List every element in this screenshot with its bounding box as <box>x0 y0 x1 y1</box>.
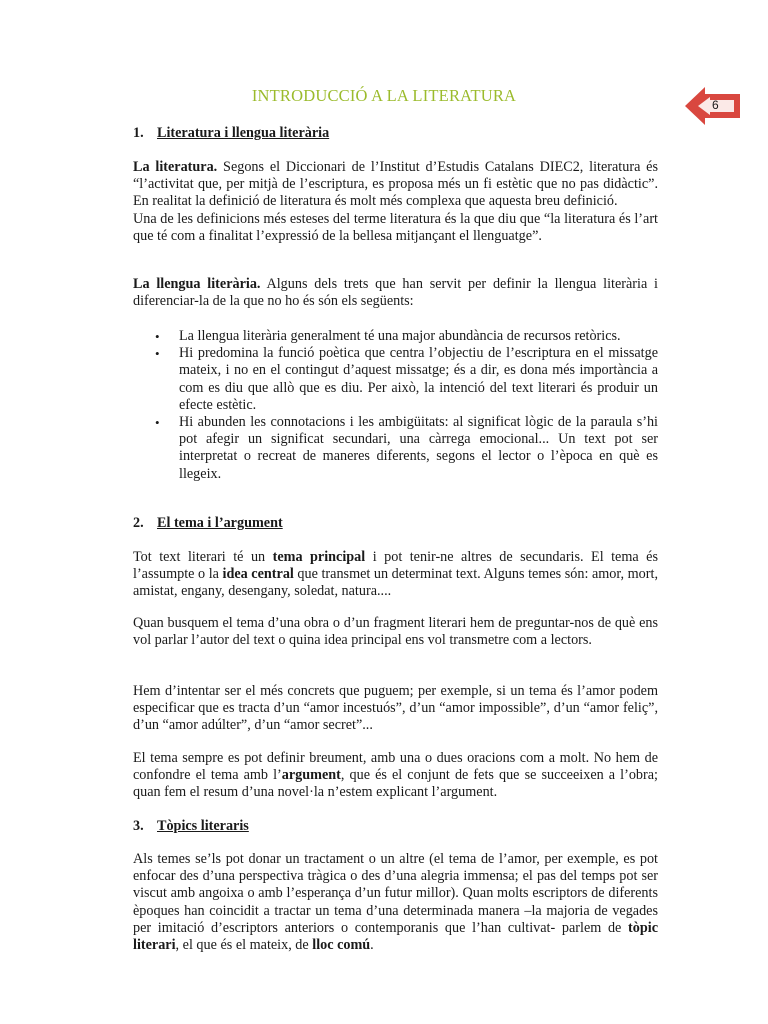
section-number: 3. <box>133 818 144 834</box>
paragraph-text: Tot text literari té un <box>133 549 273 565</box>
paragraph-text: que transmet un determinat text. Alguns temes són: amor, mort, amistat, engany, desengany, soledat, natura.... <box>133 566 658 600</box>
section-heading-1 <box>133 125 329 142</box>
section2-paragraph-3 <box>133 683 658 735</box>
paragraph-definition: Una de les definicions més esteses del terme literatura és la que diu que “la literatura és l’art que té com a finalitat l’expressió de la bellesa mitjançant el llenguatge”. <box>133 210 658 244</box>
list-item: • Hi abunden les connotacions i les ambigüitats: al significat lògic de la paraula s’hi pot afegir un significat secundari, una càrrega emocional... Un text pot ser interpretat o recreat de maneres diferents, segons el lector o l’època en què es llegeix. <box>133 414 658 483</box>
section2-paragraph-4 <box>133 750 658 802</box>
term-literatura: La literatura. <box>133 159 218 175</box>
paragraph-text: El tema sempre es pot definir breument, amb una o dues oracions com a molt. No hem de confondre el tema amb l’ <box>133 750 658 784</box>
paragraph-text: Quan busquem el tema d’una obra o d’un fragment literari hem de preguntar-nos de què ens vol parlar l’autor del text o quina idea principal ens vol transmetre com a lectors. <box>133 615 658 649</box>
section1-paragraph-literatura <box>133 159 658 245</box>
bullet-list <box>133 328 658 483</box>
list-item: • Hi predomina la funció poètica que centra l’objectiu de l’escriptura en el missatge mateix, i no en el contingut d’aquest missatge; és a dir, es dona més importància a com es diu que allò que es diu. Per això, la intenció del text literari és produir un efecte estètic. <box>133 345 658 414</box>
section-number: 2. <box>133 515 144 531</box>
section-heading-2 <box>133 515 283 532</box>
term-llengua-literaria: La llengua literària. <box>133 276 261 292</box>
term-idea-central: idea central <box>222 566 294 583</box>
paragraph-text: , el que és el mateix, de <box>175 937 313 954</box>
paragraph-text: Segons el Diccionari de l’Institut d’Estudis Catalans DIEC2, literatura és “l’activitat que, per mitjà de l’escriptura, es proposa més un fi estètic que no pas didàctic”. En realitat la definició de literatura és molt més complexa que aquesta breu definició. <box>133 159 659 210</box>
section-heading-3 <box>133 818 249 835</box>
term-topic-literari: tòpic literari <box>133 919 658 954</box>
paragraph-text: . <box>370 937 374 954</box>
paragraph-text: Hem d’intentar ser el més concrets que puguem; per exemple, si un tema és l’amor podem especificar que es tracta d’un “amor incestuós”, d’un “amor impossible”, d’un “amor feliç”, d’un “amor adúlter”, d’un “amor secret”... <box>133 683 658 734</box>
term-tema-principal: tema principal <box>272 549 366 565</box>
paragraph-text: , que és el conjunt de fets que se succeeixen a l’obra; quan fem el resum d’una novel·la n’estem explicant l’argument. <box>133 767 658 801</box>
paragraph-text: Alguns dels trets que han servit per definir la llengua literària i diferenciar-la de la que no ho és són els següents: <box>133 276 658 310</box>
term-argument: argument <box>281 767 341 784</box>
list-item: • La llengua literària generalment té una major abundància de recursos retòrics. <box>133 328 658 345</box>
section3-paragraph-1 <box>133 851 658 954</box>
section-title: El tema i l’argument <box>157 515 283 531</box>
section-title: Literatura i llengua literària <box>157 125 330 141</box>
section2-paragraph-1 <box>133 549 658 601</box>
document-title: INTRODUCCIÓ A LA LITERATURA <box>251 86 517 105</box>
page-number: 6 <box>712 98 719 112</box>
section1-paragraph-llengua <box>133 276 658 310</box>
section-number: 1. <box>133 125 144 141</box>
term-lloc-comu: lloc comú <box>312 937 371 954</box>
section-title: Tòpics literaris <box>157 818 249 834</box>
section2-paragraph-2 <box>133 615 658 649</box>
paragraph-text: i pot tenir-ne altres de secundaris. El tema és l’assumpte o la <box>133 549 658 583</box>
paragraph-text: Als temes se’ls pot donar un tractament o un altre (el tema de l’amor, per exemple, es pot enfocar des d’una perspectiva tràgica o des d’una alegria immensa; el pas del temps pot ser viscut amb angoixa o amb l’esperança d’un futur millor). Quan molts escriptors de diferents èpoques han coincidit a tractar un tema d’una determinada manera –la majoria de vegades per imitació d’escriptors anteriors o contemporanis que l’han cultivat- parlem de <box>133 851 658 936</box>
